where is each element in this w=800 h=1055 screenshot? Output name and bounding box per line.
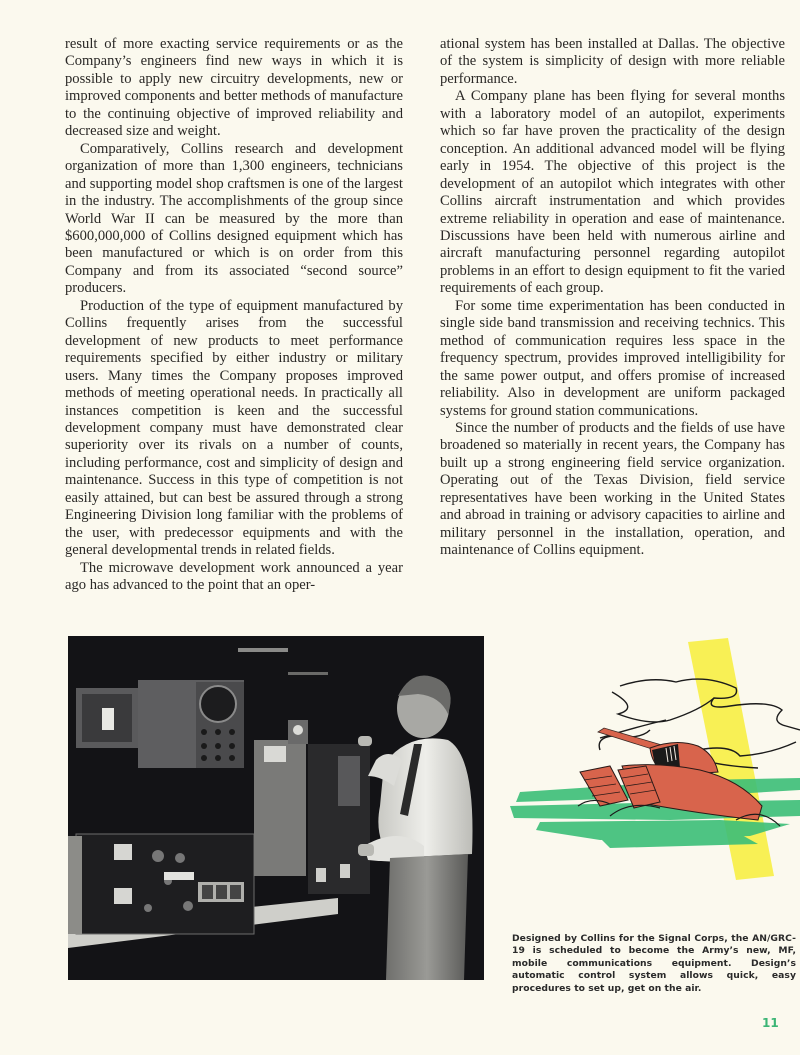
- page-number: 11: [762, 1016, 779, 1030]
- paragraph: For some time experimentation has been conducted in single side band transmission and receiving technics. This method of communication requires less space in the frequency spectrum, provides improved intelligibility for the same power output, and offers promise of increased reliability. Also in development are uniform packaged systems for ground station communications.: [440, 297, 785, 419]
- engineer-equipment-photo: [68, 636, 484, 980]
- paragraph: Production of the type of equipment manufactured by Collins frequently arises from the successful development of new products to meet performance requirements specified by either industry or military users. Many times the Company proposes improved methods of meeting operational needs. In practically all instances competition is keen and the successful development company must have demonstrated clear superiority over its rivals on a number of counts, including performance, cost and simplicity of design and maintenance. Success in this type of competition is not easily attained, but can best be assured through a strong Engineering Division long familiar with the problems of the user, with predecessor equipments and with the general developmental trends in related fields.: [65, 297, 403, 559]
- paragraph: result of more exacting service requirements or as the Company’s engineers find new ways in which it is possible to apply new circuitry developments, new or improved components and better methods of manufacture to the continuing objective of improved reliability and decreased size and weight.: [65, 36, 403, 140]
- left-text-column: [65, 36, 403, 595]
- paragraph: Comparatively, Collins research and development organization of more than 1,300 engineers, technicians and supporting model shop craftsmen is one of the largest in the industry. The accomplishments of the group since World War II can be measured by the more than $600,000,000 of Collins designed equipment which has been manufactured or which is on order from this Company and from its associated “second source” producers.: [65, 140, 403, 297]
- paragraph: The microwave development work announced a year ago has advanced to the point that an oper-: [65, 559, 403, 594]
- photo-caption: Designed by Collins for the Signal Corps, the AN/GRC-19 is scheduled to become the Army’s new, MF, mobile communications equipment. Design’s automatic control system allows quick, easy procedures to set up, get on the air.: [512, 933, 796, 994]
- right-text-column: [440, 36, 785, 560]
- photo-graphic: [68, 636, 484, 980]
- tank-illustration: [500, 630, 800, 920]
- paragraph: ational system has been installed at Dallas. The objective of the system is simplicity of design with more reliable performance.: [440, 36, 785, 87]
- tank-graphic: [500, 630, 800, 920]
- paragraph: Since the number of products and the fields of use have broadened so materially in recent years, the Company has built up a strong engineering field service organization. Operating out of the Texas Division, field service representatives have been working in the United States and abroad in training or advisory capacities to airline and military personnel in the installation, operation, and maintenance of Collins equipment.: [440, 419, 785, 559]
- paragraph: A Company plane has been flying for several months with a laboratory model of an autopilot, experiments which so far have proven the practicality of the design conception. An additional advanced model will be flying early in 1954. The objective of this project is the development of an autopilot which integrates with other Collins aircraft instrumentation and which provides extreme reliability in operation and ease of maintenance. Discussions have been held with numerous airline and aircraft manufacturing personnel regarding autopilot problems in an effort to design equipment to fit the varied requirements of each group.: [440, 88, 785, 297]
